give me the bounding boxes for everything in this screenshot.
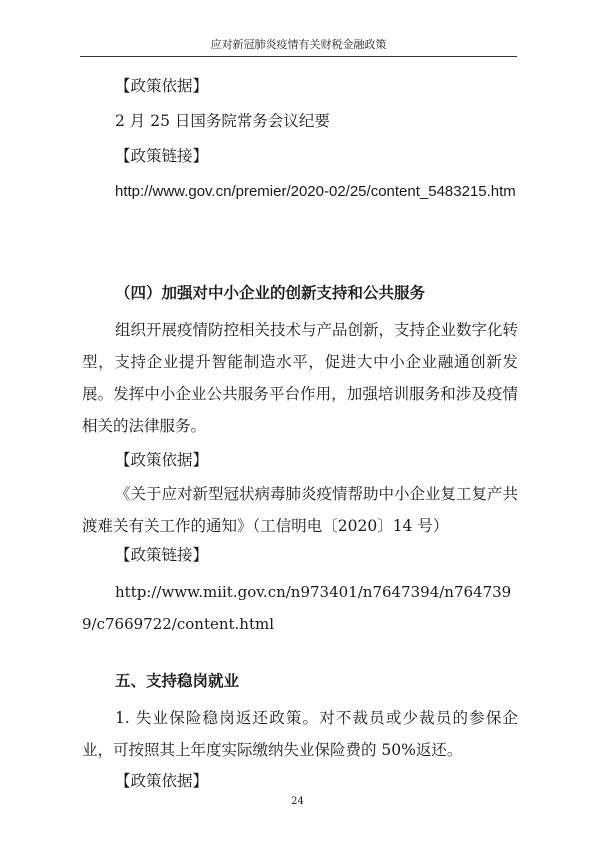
policy-link-url[interactable]: http://www.miit.gov.cn/n973401/n7647394/n7647399/c7669722/content.html — [82, 583, 512, 633]
policy-basis-text: 2 月 25 日国务院常务会议纪要 — [115, 112, 330, 130]
section-five-item-1: 1. 失业保险稳岗返还政策。对不裁员或少裁员的参保企业，可按照其上年度实际缴纳失业保险费的 50%返还。 — [82, 709, 518, 759]
policy-basis-label: 【政策依据】 — [115, 77, 209, 95]
page-number: 24 — [291, 796, 304, 807]
section-four-body: 组织开展疫情防控相关技术与产品创新，支持企业数字化转型，支持企业提升智能制造水平，促进大中小企业融通创新发展。发挥中小企业公共服务平台作用，加强培训服务和涉及疫情相关的法律服务。 — [82, 321, 519, 435]
policy-basis-text: 《关于应对新型冠状病毒肺炎疫情帮助中小企业复工复产共渡难关有关工作的通知》（工信明电〔2020〕14 号） — [82, 485, 519, 535]
policy-basis-label: 【政策依据】 — [115, 772, 209, 790]
policy-link-url[interactable]: http://www.gov.cn/premier/2020-02/25/content_5483215.htm — [115, 183, 516, 200]
running-header: 应对新冠肺炎疫情有关财税金融政策 — [80, 36, 517, 57]
section-five-heading: 五、支持稳岗就业 — [115, 673, 240, 690]
section-four-heading: （四）加强对中小企业的创新支持和公共服务 — [115, 283, 426, 302]
policy-link-label: 【政策链接】 — [115, 546, 209, 564]
policy-link-label: 【政策链接】 — [115, 147, 209, 165]
policy-basis-label: 【政策依据】 — [115, 451, 209, 469]
